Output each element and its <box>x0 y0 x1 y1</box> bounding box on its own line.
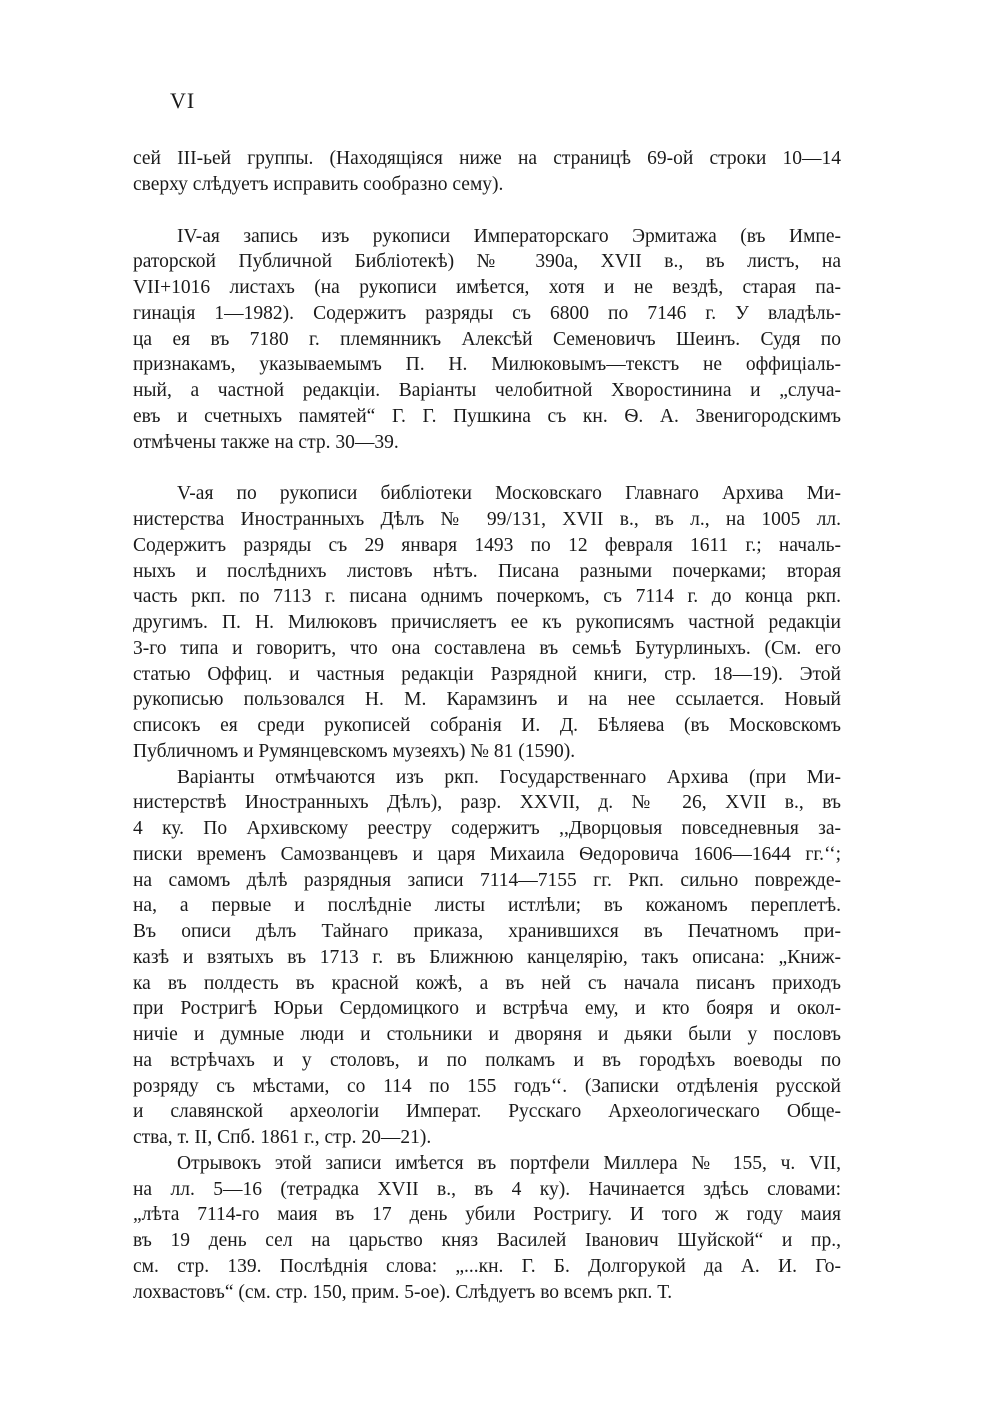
page-number: VI <box>170 88 196 113</box>
text-line: Содержитъ разряды съ 29 января 1493 по 12 февраля 1611 г.; началь- <box>133 534 841 556</box>
text-line: нистерства Иностранныхъ Дѣлъ № 99/131, XVII в., въ л., на 1005 лл. <box>133 509 841 530</box>
text-line: другимъ. П. Н. Милюковъ причисляетъ ее къ рукописямъ частной редакціи <box>133 612 841 633</box>
text-line: Въ описи дѣлъ Тайнаго приказа, хранившихся въ Печатномъ при- <box>133 921 841 942</box>
text-line: V-ая по рукописи библіотеки Московскаго Главнаго Архива Ми- <box>177 483 841 505</box>
text-line: признакамъ, указываемымъ П. Н. Милюковымъ—текстъ не оффиціаль- <box>133 354 841 376</box>
text-line: ца ея въ 7180 г. племянникъ Алексѣй Семеновичъ Шеинъ. Судя по <box>133 328 841 350</box>
text-line: гинація 1—1982). Содержитъ разряды съ 6800 по 7146 г. У владѣль- <box>133 302 841 324</box>
text-line: сверху слѣдуетъ исправить сообразно сему). <box>133 173 504 195</box>
text-line: 4 ку. По Архивскому реестру содержитъ ,,Дворцовыя повседневныя за- <box>133 818 841 839</box>
text-line: часть ркп. по 7113 г. писана однимъ почеркомъ, съ 7114 г. до конца ркп. <box>133 586 841 608</box>
text-line: въ 19 день сел на царьство княз Василей Іванович Шуйской“ и пр., <box>133 1230 841 1251</box>
text-line: ный, а частной редакціи. Варіанты челобитной Хворостинина и „случа- <box>133 380 841 401</box>
text-line: писки временъ Самозванцевъ и царя Михаила Ѳедоровича 1606—1644 гг.‘‘; <box>133 843 841 865</box>
text-line: 3-го типа и говоритъ, что она составлена въ семьѣ Бутурлиныхъ. (См. его <box>133 637 841 659</box>
text-line: ничіе и думные люди и стольники и дворяня и дьяки были у пословъ <box>133 1024 841 1045</box>
paragraph <box>133 481 841 764</box>
paragraph <box>133 146 841 198</box>
text-line: рукописью пользовался Н. М. Карамзинъ и на нее ссылается. Новый <box>133 689 841 711</box>
text-line: IV-ая запись изъ рукописи Императорскаго Эрмитажа (въ Импе- <box>177 225 841 247</box>
text-line: на лл. 5—16 (тетрадка XVII в., въ 4 ку). Начинается здѣсь словами: <box>133 1178 841 1200</box>
paragraph <box>133 1151 841 1306</box>
page-text-body <box>133 146 841 1305</box>
text-line: Публичномъ и Румянцевскомъ музеяхъ) № 81 (1590). <box>133 740 576 762</box>
text-line: списокъ ея среди рукописей собранія И. Д. Бѣляева (въ Московскомъ <box>133 715 841 736</box>
text-line: „лѣта 7114-го маия въ 17 день убили Ростригу. И того ж году маия <box>133 1204 841 1226</box>
text-line: и славянской археологіи Императ. Русскаго Археологическаго Обще- <box>133 1101 841 1123</box>
text-line: Отрывокъ этой записи имѣется въ портфели Миллера № 155, ч. VII, <box>177 1152 841 1174</box>
paragraph <box>133 765 841 1151</box>
text-line: отмѣчены также на стр. 30—39. <box>133 431 399 453</box>
text-line: раторской Публичной Библіотекѣ) № 390а, XVII в., въ листъ, на <box>133 251 841 273</box>
text-line: при Ростригѣ Юрьи Сердомицкого и встрѣча ему, и кто бояря и окол- <box>133 998 841 1020</box>
text-line: Варіанты отмѣчаются изъ ркп. Государственнаго Архива (при Ми- <box>177 766 841 788</box>
text-line: на встрѣчахъ и у столовъ, и по полкамъ и въ городѣхъ воеводы по <box>133 1049 841 1071</box>
text-line: ныхъ и послѣднихъ листовъ нѣтъ. Писана разными почерками; вторая <box>133 560 841 582</box>
text-line: ства, т. II, Спб. 1861 г., стр. 20—21). <box>133 1127 432 1148</box>
text-line: сей III-ьей группы. (Находящіяся ниже на страницѣ 69-ой строки 10—14 <box>133 148 841 169</box>
text-line: евъ и счетныхъ памятей“ Г. Г. Пушкина съ кн. Ѳ. А. Звенигородскимъ <box>133 405 841 427</box>
text-line: на самомъ дѣлѣ разрядныя записи 7114—7155 гг. Ркп. сильно поврежде- <box>133 869 841 891</box>
text-line: статью Оффиц. и частныя редакціи Разрядной книги, стр. 18—19). Этой <box>133 663 841 685</box>
text-line: розряду съ мѣстами, со 114 по 155 годъ‘‘. (Записки отдѣленія русской <box>133 1075 841 1097</box>
text-line: VII+1016 листахъ (на рукописи имѣется, хотя и не вездѣ, старая па- <box>133 277 841 298</box>
text-line: ка въ полдесть въ красной кожѣ, а въ ней съ начала писанъ приходъ <box>133 972 841 994</box>
text-line: на, а первые и послѣдніе листы истлѣли; въ кожаномъ переплетѣ. <box>133 895 841 917</box>
text-line: казѣ и взятыхъ въ 1713 г. въ Ближнюю канцелярію, такъ описана: „Книж- <box>133 946 841 968</box>
text-line: см. стр. 139. Послѣднія слова: „...кн. Г. Б. Долгорукой да А. И. Го- <box>133 1255 841 1277</box>
text-line: лохвастовъ“ (см. стр. 150, прим. 5-ое). Слѣдуетъ во всемъ ркп. Т. <box>133 1281 673 1303</box>
paragraph <box>133 224 841 456</box>
text-line: нистерствѣ Иностранныхъ Дѣлъ), разр. XXVII, д. № 26, XVII в., въ <box>133 792 841 814</box>
